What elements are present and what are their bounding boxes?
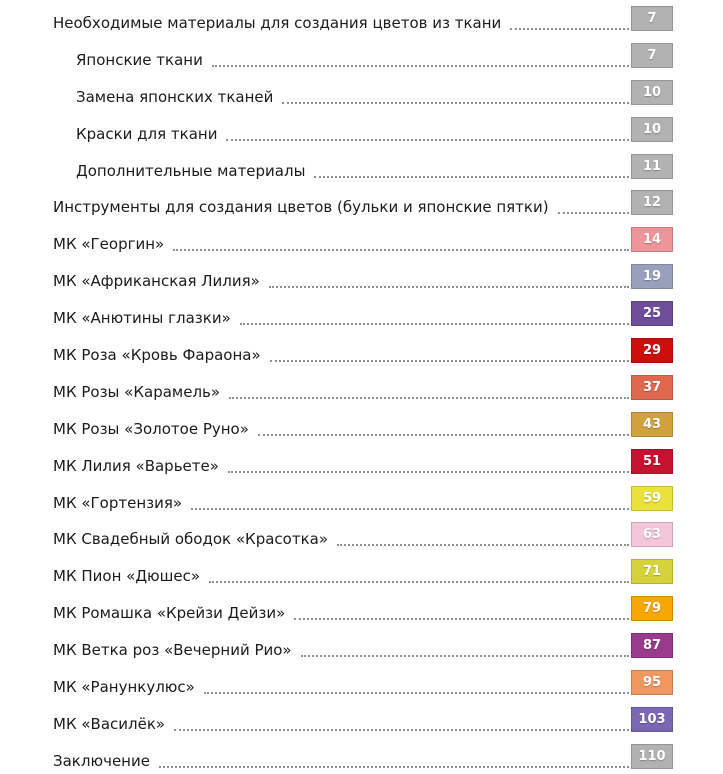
toc-entry-label: Заключение — [53, 751, 150, 770]
toc-entry-label: Краски для ткани — [76, 124, 218, 143]
page-badge: 10 — [631, 80, 673, 105]
toc-entry-row — [53, 410, 673, 437]
toc-entry-label: МК «Анютины глазки» — [53, 309, 231, 328]
page-badge: 110 — [631, 744, 673, 769]
dotted-leader — [228, 471, 629, 473]
toc-entry-label: МК Ромашка «Крейзи Дейзи» — [53, 604, 286, 623]
toc-entry-row — [53, 188, 673, 215]
dotted-leader — [212, 65, 629, 67]
toc-entry-label: Японские ткани — [76, 50, 203, 69]
toc-entry-label: Необходимые материалы для создания цветов из ткани — [53, 14, 502, 32]
page-badge: 63 — [631, 522, 673, 547]
toc-entry-label: МК Свадебный ободок «Красотка» — [53, 530, 328, 549]
toc-entry-label: МК «Георгин» — [53, 235, 165, 254]
toc-entry-label: МК «Ранункулюс» — [53, 678, 195, 697]
dotted-leader — [558, 212, 629, 214]
page-badge: 59 — [631, 486, 673, 511]
dotted-leader — [209, 581, 629, 583]
toc-entry-label: Инструменты для создания цветов (бульки и японские пятки) — [53, 198, 549, 217]
dotted-leader — [269, 286, 629, 288]
page-badge: 19 — [631, 264, 673, 289]
toc-entry-row — [53, 594, 673, 621]
toc-entry-row — [53, 668, 673, 695]
toc-entry-row — [53, 484, 673, 511]
dotted-leader — [270, 360, 629, 362]
dotted-leader — [510, 28, 629, 30]
toc-entry-row — [53, 705, 673, 732]
toc-entry-label: МК Розы «Карамель» — [53, 382, 221, 401]
dotted-leader — [282, 102, 629, 104]
page-badge: 10 — [631, 117, 673, 142]
dotted-leader — [191, 508, 629, 510]
page-badge: 12 — [631, 190, 673, 215]
page-badge: 71 — [631, 559, 673, 584]
dotted-leader — [294, 618, 629, 620]
dotted-leader — [173, 249, 629, 251]
dotted-leader — [240, 323, 629, 325]
toc-entry-row — [53, 742, 673, 769]
toc-entry-row — [53, 520, 673, 547]
page-badge: 87 — [631, 633, 673, 658]
toc-entry-label: Замена японских тканей — [76, 87, 274, 106]
dotted-leader — [204, 692, 629, 694]
page-badge: 37 — [631, 375, 673, 400]
dotted-leader — [301, 655, 629, 657]
dotted-leader — [337, 544, 629, 546]
toc-entry-row — [53, 631, 673, 658]
toc-entry-label: МК Роза «Кровь Фараона» — [53, 346, 261, 365]
toc-entry-row — [53, 41, 673, 68]
page-badge: 51 — [631, 449, 673, 474]
dotted-leader — [229, 397, 629, 399]
toc-entry-row — [53, 373, 673, 400]
dotted-leader — [226, 139, 629, 141]
toc-entry-row — [53, 152, 673, 179]
dotted-leader — [258, 434, 629, 436]
toc-entry-row — [53, 115, 673, 142]
toc-entry-row — [53, 4, 673, 31]
page-badge: 95 — [631, 670, 673, 695]
toc-entry-label: МК «Африканская Лилия» — [53, 272, 260, 291]
toc-entry-label: МК Пион «Дюшес» — [53, 567, 201, 586]
page-badge: 29 — [631, 338, 673, 363]
toc-entry-label: МК «Гортензия» — [53, 493, 183, 512]
page-badge: 103 — [631, 707, 673, 732]
page-badge: 79 — [631, 596, 673, 621]
toc-entry-row — [53, 447, 673, 474]
toc-entry-row — [53, 262, 673, 289]
toc-entry-row — [53, 557, 673, 584]
toc-entry-label: МК Ветка роз «Вечерний Рио» — [53, 641, 292, 660]
page-badge: 43 — [631, 412, 673, 437]
toc-entry-label: Дополнительные материалы — [76, 161, 306, 180]
dotted-leader — [314, 176, 629, 178]
toc-entry-row — [53, 225, 673, 252]
page-badge: 11 — [631, 154, 673, 179]
page-badge: 7 — [631, 6, 673, 31]
toc-entry-label: МК Розы «Золотое Руно» — [53, 419, 249, 438]
page-badge: 14 — [631, 227, 673, 252]
page-badge: 25 — [631, 301, 673, 326]
toc-entry-label: МК Лилия «Варьете» — [53, 456, 219, 475]
dotted-leader — [159, 766, 629, 768]
page-badge: 7 — [631, 43, 673, 68]
toc-entry-label: МК «Василёк» — [53, 714, 166, 733]
toc-entry-row — [53, 336, 673, 363]
dotted-leader — [174, 729, 629, 731]
toc-entry-row — [53, 299, 673, 326]
toc-entry-row — [53, 78, 673, 105]
